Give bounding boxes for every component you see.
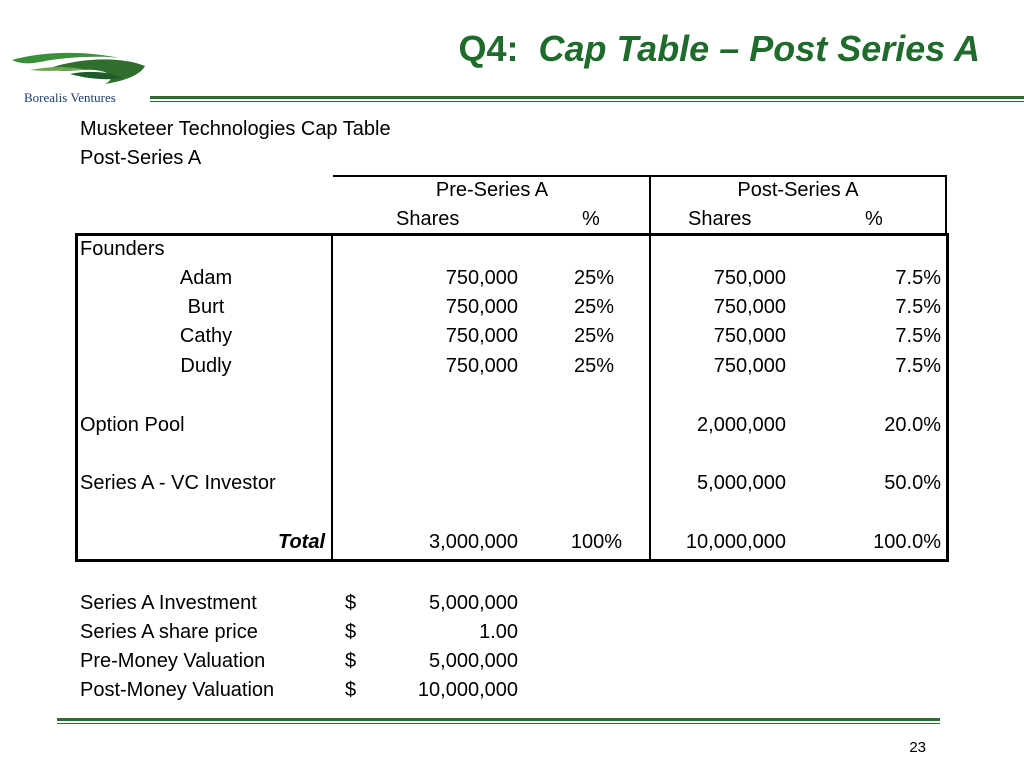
row-post-shares: 750,000	[713, 296, 786, 318]
header-rule	[150, 96, 1024, 99]
header-post-pct: %	[865, 208, 883, 230]
summary-currency: $	[345, 650, 357, 672]
summary-label: Post-Money Valuation	[80, 679, 275, 701]
summary-value: 10,000,000	[417, 679, 518, 701]
total-post-pct: 100.0%	[873, 531, 941, 553]
slide-title	[458, 28, 980, 70]
logo-swoosh-icon	[10, 48, 148, 90]
footer-rule	[57, 718, 940, 721]
row-pre-pct: 25%	[573, 296, 614, 318]
table-divider-1	[331, 233, 333, 559]
borealis-logo	[10, 48, 148, 110]
logo-text: Borealis Ventures	[24, 90, 116, 105]
option-pool-label: Option Pool	[80, 414, 185, 436]
investor-label: Series A - VC Investor	[80, 472, 276, 494]
row-post-shares: 750,000	[713, 355, 786, 377]
header-rule-thin	[150, 101, 1024, 102]
table-subtitle: Post-Series A	[80, 147, 202, 169]
row-post-shares: 750,000	[713, 267, 786, 289]
summary-currency: $	[345, 592, 357, 614]
investor-pct: 50.0%	[884, 472, 941, 494]
page-number: 23	[909, 739, 926, 756]
option-pool-pct: 20.0%	[884, 414, 941, 436]
total-pre-pct: 100%	[570, 531, 622, 553]
summary-label: Series A Investment	[80, 592, 257, 614]
row-pre-shares: 750,000	[445, 296, 518, 318]
row-name: Dudly	[180, 355, 232, 377]
founders-label: Founders	[80, 238, 165, 260]
summary-currency: $	[345, 679, 357, 701]
investor-shares: 5,000,000	[697, 472, 786, 494]
row-post-pct: 7.5%	[895, 355, 941, 377]
row-pre-shares: 750,000	[445, 325, 518, 347]
title-prefix: Q4:	[458, 28, 519, 69]
summary-label: Series A share price	[80, 621, 258, 643]
table-divider-2	[649, 233, 651, 559]
row-post-pct: 7.5%	[895, 325, 941, 347]
header-pre-pct: %	[582, 208, 600, 230]
summary-value: 5,000,000	[429, 592, 518, 614]
header-post-series-a: Post-Series A	[737, 179, 859, 201]
row-pre-pct: 25%	[573, 267, 614, 289]
row-name: Adam	[179, 267, 233, 289]
total-label: Total	[277, 531, 325, 553]
header-post-shares: Shares	[688, 208, 752, 230]
total-post-shares: 10,000,000	[685, 531, 786, 553]
footer-rule-thin	[57, 723, 940, 724]
row-pre-pct: 25%	[573, 355, 614, 377]
row-post-pct: 7.5%	[895, 296, 941, 318]
row-name: Burt	[187, 296, 225, 318]
row-pre-pct: 25%	[573, 325, 614, 347]
table-title: Musketeer Technologies Cap Table	[80, 118, 391, 140]
row-post-pct: 7.5%	[895, 267, 941, 289]
row-pre-shares: 750,000	[445, 355, 518, 377]
option-pool-shares: 2,000,000	[697, 414, 786, 436]
title-main: Cap Table – Post Series A	[538, 28, 980, 69]
summary-label: Pre-Money Valuation	[80, 650, 266, 672]
header-pre-series-a: Pre-Series A	[435, 179, 549, 201]
row-post-shares: 750,000	[713, 325, 786, 347]
row-name: Cathy	[179, 325, 233, 347]
summary-value: 5,000,000	[429, 650, 518, 672]
summary-currency: $	[345, 621, 357, 643]
header-pre-shares: Shares	[396, 208, 460, 230]
row-pre-shares: 750,000	[445, 267, 518, 289]
total-pre-shares: 3,000,000	[429, 531, 518, 553]
summary-value: 1.00	[479, 621, 518, 643]
